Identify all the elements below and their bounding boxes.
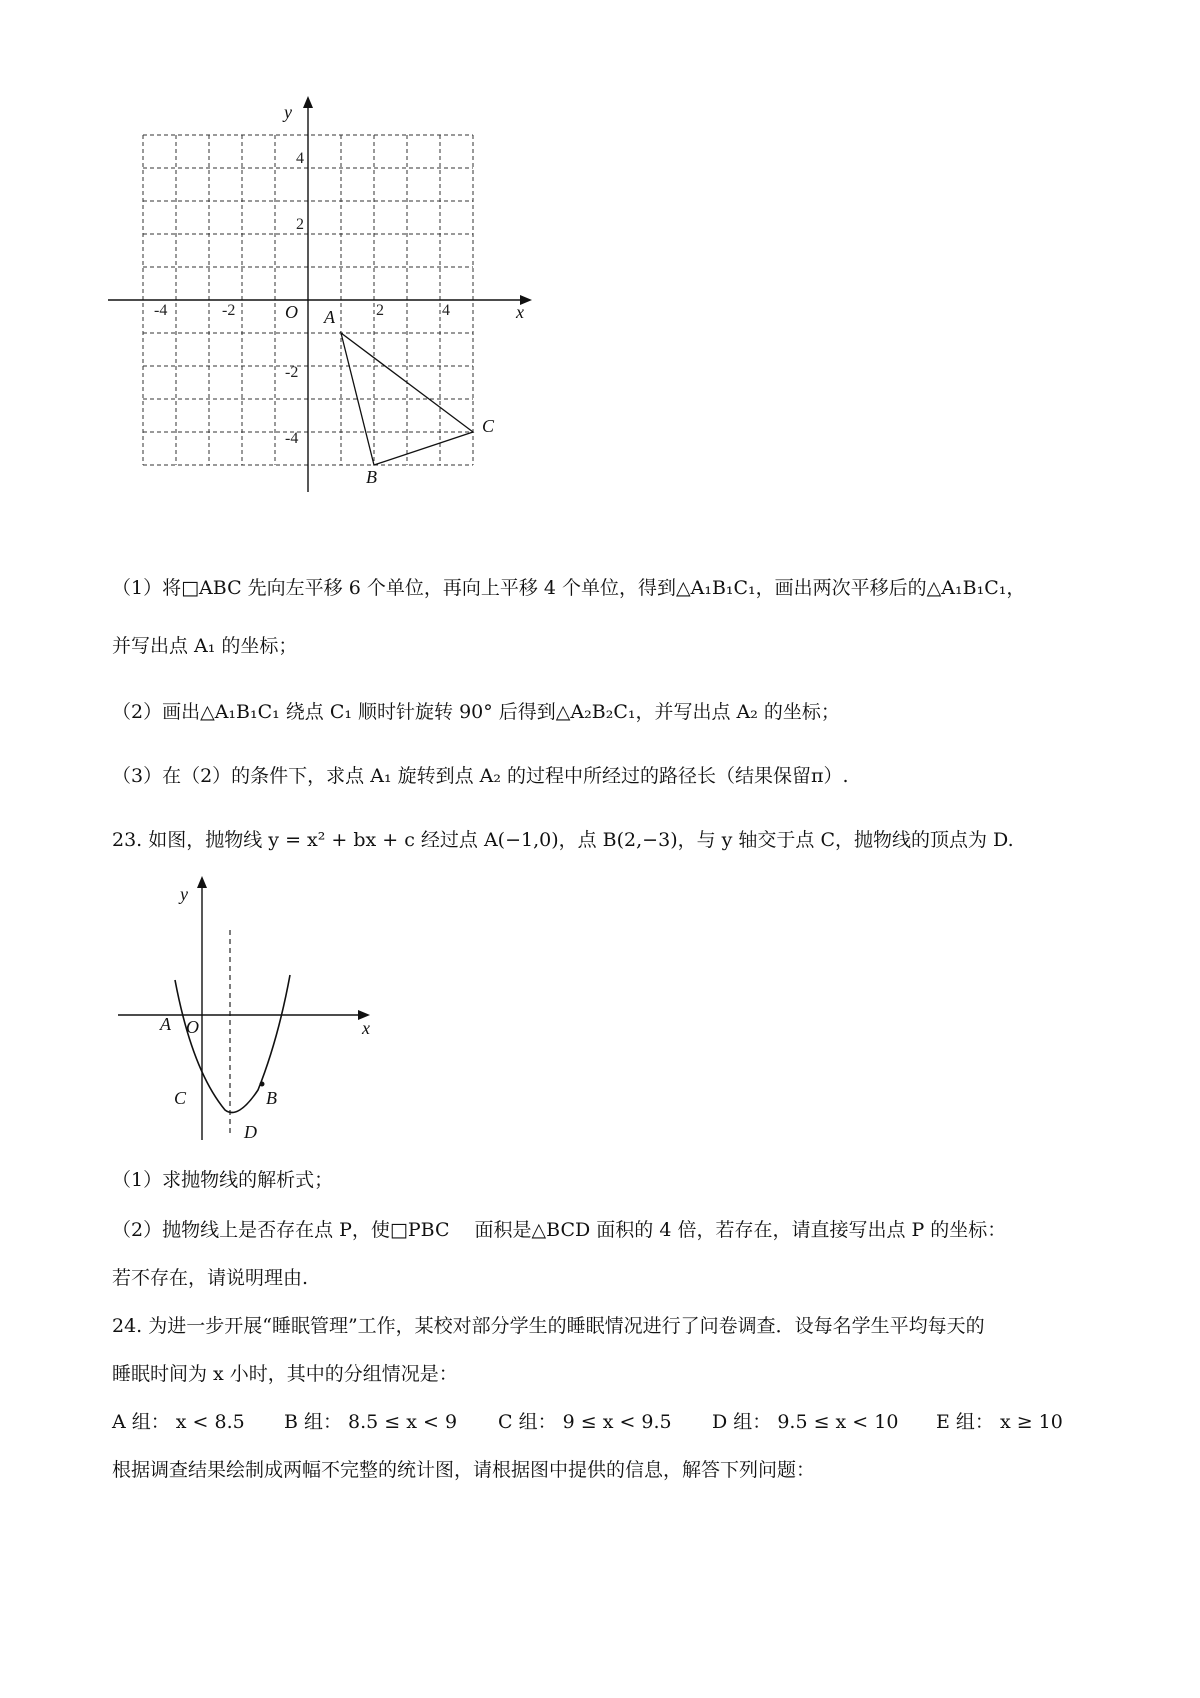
q24-group-c: C 组： 9 ≤ x < 9.5 <box>498 1411 672 1433</box>
q24-stem-line1: 24. 为进一步开展“睡眠管理”工作，某校对部分学生的睡眠情况进行了问卷调查．设每名学生平均每天的 <box>112 1315 985 1337</box>
q24-group-d: D 组： 9.5 ≤ x < 10 <box>712 1411 899 1433</box>
tick-x-4: 4 <box>442 302 450 319</box>
tick-x-neg4: -4 <box>154 302 168 319</box>
fig2-a-label: A <box>160 1014 171 1034</box>
point-b-label: B <box>366 467 377 487</box>
point-b-dot <box>260 1082 265 1087</box>
q24-closing: 根据调查结果绘制成两幅不完整的统计图，请根据图中提供的信息，解答下列问题： <box>112 1459 816 1481</box>
fig2-y-label: y <box>180 884 188 904</box>
tick-x-neg2: -2 <box>222 302 236 319</box>
fig2-x-label: x <box>362 1018 370 1038</box>
fig2-origin-label: O <box>186 1017 199 1037</box>
fig2-b-label: B <box>266 1088 277 1108</box>
q23-part1: （1）求抛物线的解析式； <box>112 1169 334 1191</box>
y-axis-label: y <box>284 102 292 122</box>
tick-x-2: 2 <box>376 302 384 319</box>
q23-part2-line2: 若不存在，请说明理由. <box>112 1267 309 1289</box>
tick-y-4: 4 <box>296 150 304 167</box>
fig2-c-label: C <box>174 1088 187 1108</box>
q24-group-e: E 组： x ≥ 10 <box>936 1411 1063 1433</box>
tick-y-neg4: -4 <box>285 430 299 447</box>
q24-group-b: B 组： 8.5 ≤ x < 9 <box>284 1411 458 1433</box>
x-axis-label: x <box>516 302 524 322</box>
point-a-label: A <box>324 307 335 327</box>
q24-stem-line2: 睡眠时间为 x 小时，其中的分组情况是： <box>112 1363 458 1385</box>
q22-part1-line1: （1）将□ABC 先向左平移 6 个单位，再向上平移 4 个单位，得到△A₁B₁C₁，画出两次平移后的△A₁B₁C₁， <box>112 577 1026 599</box>
fig2-d-label: D <box>244 1122 257 1142</box>
q23-part2-line1: （2）抛物线上是否存在点 P，使□PBC 面积是△BCD 面积的 4 倍，若存在，请直接写出点 P 的坐标： <box>112 1219 1007 1241</box>
q22-part3: （3）在（2）的条件下，求点 A₁ 旋转到点 A₂ 的过程中所经过的路径长（结果保留π）. <box>112 765 849 787</box>
q23-stem: 23. 如图，抛物线 y = x² + bx + c 经过点 A(−1,0)，点 B(2,−3)，与 y 轴交于点 C，抛物线的顶点为 D. <box>112 829 1014 851</box>
origin-label: O <box>285 302 298 322</box>
q22-part2: （2）画出△A₁B₁C₁ 绕点 C₁ 顺时针旋转 90° 后得到△A₂B₂C₁，并写出点 A₂ 的坐标； <box>112 701 840 723</box>
point-c-label: C <box>482 416 495 436</box>
tick-y-2: 2 <box>296 216 304 233</box>
q22-part1-line2: 并写出点 A₁ 的坐标； <box>112 635 298 657</box>
q24-group-a: A 组： x < 8.5 <box>112 1411 245 1433</box>
tick-y-neg2: -2 <box>285 364 299 381</box>
